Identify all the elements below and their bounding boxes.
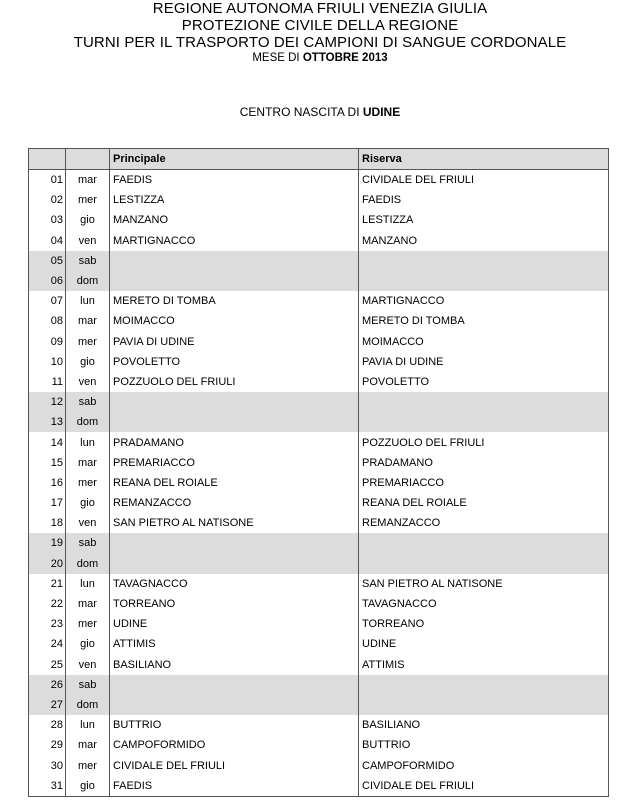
principale-cell: BUTTRIO xyxy=(110,715,359,735)
day-number-cell: 21 xyxy=(29,574,66,594)
principale-cell: PREMARIACCO xyxy=(110,453,359,473)
weekday-cell: mar xyxy=(66,170,110,191)
day-number-cell: 23 xyxy=(29,614,66,634)
riserva-cell: PRADAMANO xyxy=(359,453,609,473)
table-row xyxy=(29,493,609,513)
table-row xyxy=(29,655,609,675)
principale-cell: PAVIA DI UDINE xyxy=(110,332,359,352)
principale-cell: FAEDIS xyxy=(110,776,359,797)
principale-cell xyxy=(110,695,359,715)
weekday-cell: sab xyxy=(66,533,110,553)
day-number-cell: 12 xyxy=(29,392,66,412)
principale-cell: MOIMACCO xyxy=(110,311,359,331)
riserva-cell: MARTIGNACCO xyxy=(359,291,609,311)
principale-cell: MERETO DI TOMBA xyxy=(110,291,359,311)
document-title: TURNI PER IL TRASPORTO DEI CAMPIONI DI SANGUE CORDONALE xyxy=(73,34,567,51)
day-number-cell: 17 xyxy=(29,493,66,513)
weekday-cell: lun xyxy=(66,574,110,594)
table-row xyxy=(29,513,609,533)
principale-cell: ATTIMIS xyxy=(110,634,359,654)
principale-cell: SAN PIETRO AL NATISONE xyxy=(110,513,359,533)
weekday-cell: lun xyxy=(66,291,110,311)
weekday-cell: mer xyxy=(66,332,110,352)
table-row xyxy=(29,695,609,715)
table-row xyxy=(29,332,609,352)
day-number-cell: 19 xyxy=(29,533,66,553)
riserva-cell: MANZANO xyxy=(359,231,609,251)
principale-cell xyxy=(110,251,359,271)
riserva-cell: POVOLETTO xyxy=(359,372,609,392)
column-header-day-number xyxy=(29,149,66,170)
principale-cell: MARTIGNACCO xyxy=(110,231,359,251)
riserva-cell: REANA DEL ROIALE xyxy=(359,493,609,513)
day-number-cell: 08 xyxy=(29,311,66,331)
day-number-cell: 30 xyxy=(29,755,66,775)
weekday-cell: sab xyxy=(66,675,110,695)
table-row xyxy=(29,231,609,251)
riserva-cell: PAVIA DI UDINE xyxy=(359,352,609,372)
table-row xyxy=(29,453,609,473)
riserva-cell: MOIMACCO xyxy=(359,332,609,352)
riserva-cell: UDINE xyxy=(359,634,609,654)
day-number-cell: 24 xyxy=(29,634,66,654)
weekday-cell: gio xyxy=(66,634,110,654)
riserva-cell xyxy=(359,695,609,715)
riserva-cell: POZZUOLO DEL FRIULI xyxy=(359,432,609,452)
day-number-cell: 03 xyxy=(29,210,66,230)
weekday-cell: ven xyxy=(66,372,110,392)
birth-center-heading xyxy=(0,105,640,119)
table-row xyxy=(29,291,609,311)
shift-table xyxy=(28,148,609,797)
table-row xyxy=(29,271,609,291)
weekday-cell: mer xyxy=(66,473,110,493)
riserva-cell: FAEDIS xyxy=(359,190,609,210)
month-prefix: MESE DI xyxy=(252,52,300,64)
region-title: REGIONE AUTONOMA FRIULI VENEZIA GIULIA xyxy=(152,0,488,17)
principale-cell xyxy=(110,675,359,695)
table-row xyxy=(29,473,609,493)
table-body xyxy=(29,170,609,797)
weekday-cell: dom xyxy=(66,554,110,574)
birth-center-name: UDINE xyxy=(362,105,401,119)
weekday-cell: gio xyxy=(66,210,110,230)
principale-cell: REMANZACCO xyxy=(110,493,359,513)
principale-cell xyxy=(110,554,359,574)
table-row xyxy=(29,735,609,755)
day-number-cell: 14 xyxy=(29,432,66,452)
table-row xyxy=(29,190,609,210)
birth-center-prefix: CENTRO NASCITA DI xyxy=(239,105,360,119)
riserva-cell: CIVIDALE DEL FRIULI xyxy=(359,170,609,191)
principale-cell: BASILIANO xyxy=(110,655,359,675)
riserva-cell xyxy=(359,554,609,574)
principale-cell xyxy=(110,412,359,432)
day-number-cell: 06 xyxy=(29,271,66,291)
day-number-cell: 11 xyxy=(29,372,66,392)
weekday-cell: dom xyxy=(66,271,110,291)
riserva-cell xyxy=(359,675,609,695)
day-number-cell: 31 xyxy=(29,776,66,797)
table-row xyxy=(29,755,609,775)
table-row xyxy=(29,311,609,331)
table-row xyxy=(29,715,609,735)
day-number-cell: 09 xyxy=(29,332,66,352)
weekday-cell: ven xyxy=(66,231,110,251)
table-row xyxy=(29,533,609,553)
principale-cell: MANZANO xyxy=(110,210,359,230)
principale-cell: CAMPOFORMIDO xyxy=(110,735,359,755)
weekday-cell: dom xyxy=(66,695,110,715)
riserva-cell: TORREANO xyxy=(359,614,609,634)
day-number-cell: 26 xyxy=(29,675,66,695)
department-title: PROTEZIONE CIVILE DELLA REGIONE xyxy=(181,17,459,34)
principale-cell: LESTIZZA xyxy=(110,190,359,210)
principale-cell: CIVIDALE DEL FRIULI xyxy=(110,755,359,775)
day-number-cell: 16 xyxy=(29,473,66,493)
day-number-cell: 28 xyxy=(29,715,66,735)
table-row xyxy=(29,352,609,372)
table-row xyxy=(29,170,609,191)
table-row xyxy=(29,372,609,392)
riserva-cell xyxy=(359,251,609,271)
principale-cell: UDINE xyxy=(110,614,359,634)
day-number-cell: 07 xyxy=(29,291,66,311)
day-number-cell: 27 xyxy=(29,695,66,715)
principale-cell: REANA DEL ROIALE xyxy=(110,473,359,493)
weekday-cell: sab xyxy=(66,392,110,412)
riserva-cell: CAMPOFORMIDO xyxy=(359,755,609,775)
weekday-cell: gio xyxy=(66,493,110,513)
day-number-cell: 05 xyxy=(29,251,66,271)
column-header-weekday xyxy=(66,149,110,170)
riserva-cell: BASILIANO xyxy=(359,715,609,735)
riserva-cell: REMANZACCO xyxy=(359,513,609,533)
column-header-riserva: Riserva xyxy=(359,149,609,170)
weekday-cell: mar xyxy=(66,311,110,331)
table-row xyxy=(29,392,609,412)
weekday-cell: dom xyxy=(66,412,110,432)
riserva-cell xyxy=(359,392,609,412)
weekday-cell: gio xyxy=(66,352,110,372)
riserva-cell: BUTTRIO xyxy=(359,735,609,755)
column-header-principale: Principale xyxy=(110,149,359,170)
riserva-cell xyxy=(359,412,609,432)
day-number-cell: 10 xyxy=(29,352,66,372)
weekday-cell: mer xyxy=(66,190,110,210)
riserva-cell: CIVIDALE DEL FRIULI xyxy=(359,776,609,797)
riserva-cell: PREMARIACCO xyxy=(359,473,609,493)
day-number-cell: 22 xyxy=(29,594,66,614)
principale-cell: POVOLETTO xyxy=(110,352,359,372)
table-row xyxy=(29,251,609,271)
principale-cell: POZZUOLO DEL FRIULI xyxy=(110,372,359,392)
principale-cell: FAEDIS xyxy=(110,170,359,191)
table-row xyxy=(29,634,609,654)
riserva-cell xyxy=(359,533,609,553)
table-row xyxy=(29,776,609,797)
table-row xyxy=(29,412,609,432)
principale-cell xyxy=(110,392,359,412)
day-number-cell: 15 xyxy=(29,453,66,473)
table-row xyxy=(29,614,609,634)
riserva-cell: MERETO DI TOMBA xyxy=(359,311,609,331)
weekday-cell: ven xyxy=(66,655,110,675)
table-row xyxy=(29,675,609,695)
riserva-cell: SAN PIETRO AL NATISONE xyxy=(359,574,609,594)
weekday-cell: lun xyxy=(66,715,110,735)
table-row xyxy=(29,554,609,574)
day-number-cell: 29 xyxy=(29,735,66,755)
principale-cell xyxy=(110,533,359,553)
document-header xyxy=(0,0,640,66)
day-number-cell: 20 xyxy=(29,554,66,574)
weekday-cell: mar xyxy=(66,735,110,755)
day-number-cell: 02 xyxy=(29,190,66,210)
weekday-cell: lun xyxy=(66,432,110,452)
weekday-cell: sab xyxy=(66,251,110,271)
day-number-cell: 01 xyxy=(29,170,66,191)
weekday-cell: mar xyxy=(66,453,110,473)
month-value: OTTOBRE 2013 xyxy=(302,52,388,64)
weekday-cell: ven xyxy=(66,513,110,533)
weekday-cell: mer xyxy=(66,614,110,634)
table-header-row xyxy=(29,149,609,170)
day-number-cell: 18 xyxy=(29,513,66,533)
day-number-cell: 04 xyxy=(29,231,66,251)
principale-cell: TAVAGNACCO xyxy=(110,574,359,594)
table-row xyxy=(29,574,609,594)
day-number-cell: 25 xyxy=(29,655,66,675)
month-line xyxy=(0,51,640,66)
principale-cell xyxy=(110,271,359,291)
riserva-cell: TAVAGNACCO xyxy=(359,594,609,614)
weekday-cell: mer xyxy=(66,755,110,775)
table-row xyxy=(29,594,609,614)
principale-cell: PRADAMANO xyxy=(110,432,359,452)
table-row xyxy=(29,432,609,452)
riserva-cell: ATTIMIS xyxy=(359,655,609,675)
riserva-cell: LESTIZZA xyxy=(359,210,609,230)
table-row xyxy=(29,210,609,230)
riserva-cell xyxy=(359,271,609,291)
weekday-cell: gio xyxy=(66,776,110,797)
day-number-cell: 13 xyxy=(29,412,66,432)
weekday-cell: mar xyxy=(66,594,110,614)
principale-cell: TORREANO xyxy=(110,594,359,614)
